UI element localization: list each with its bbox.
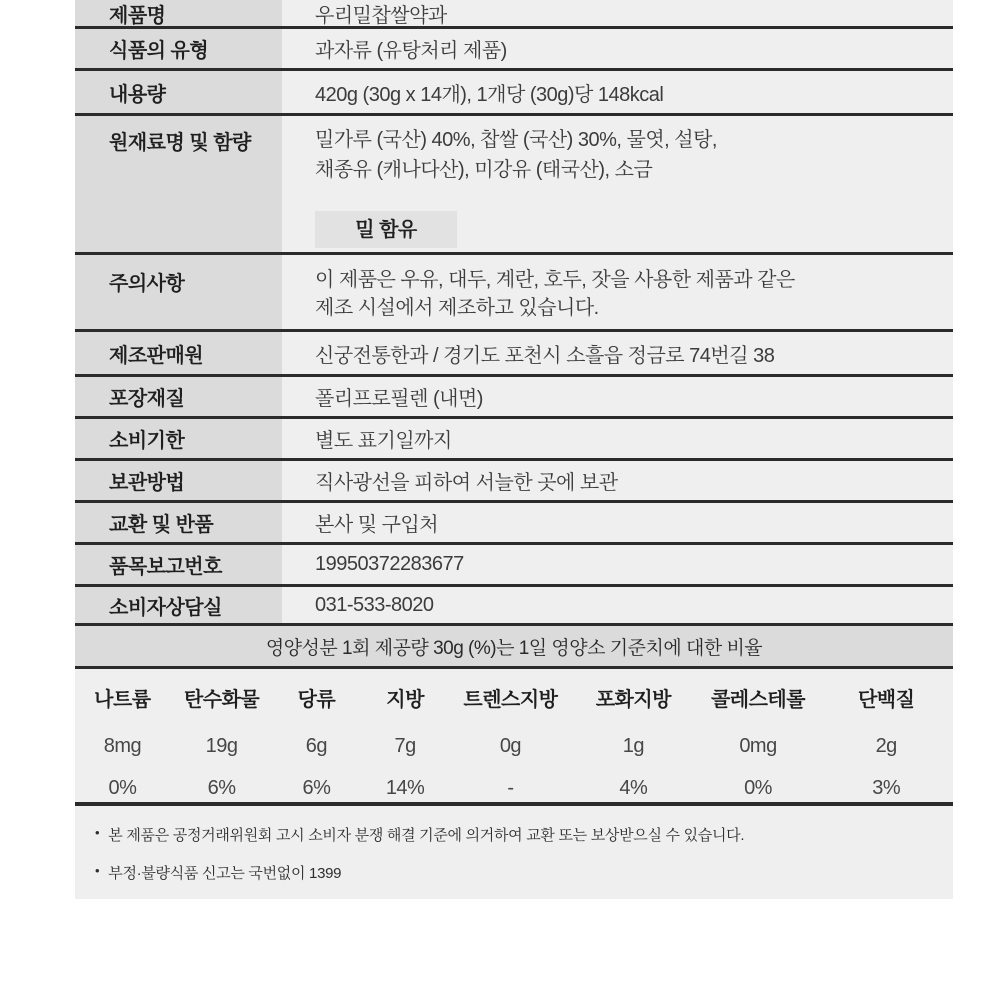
footer-note <box>95 824 953 845</box>
row-label: 주의사항 <box>75 255 282 329</box>
table-row-ingredients <box>75 116 953 255</box>
footer-note-text: 부정·불량식품 신고는 국번없이 1399 <box>108 865 342 882</box>
caution-line: 제조 시설에서 제조하고 있습니다. <box>315 297 599 319</box>
nutrition-percent: 6% <box>207 777 236 799</box>
nutrition-column-header: 나트륨 <box>94 689 151 711</box>
row-value <box>282 116 953 252</box>
nutrition-percent: 0% <box>108 777 137 799</box>
nutrition-amount: 19g <box>205 735 238 757</box>
row-label: 품목보고번호 <box>75 545 282 584</box>
row-label: 제품명 <box>75 0 282 26</box>
row-value: 별도 표기일까지 <box>282 419 953 458</box>
nutrition-header-row <box>75 669 953 712</box>
nutrition-column-header: 콜레스테롤 <box>710 689 806 711</box>
footer-notes <box>75 806 953 899</box>
nutrition-column-header: 트렌스지방 <box>463 689 558 711</box>
nutrition-amount: 2g <box>875 735 897 757</box>
row-value: 본사 및 구입처 <box>282 503 953 542</box>
nutrition-amount-row <box>75 712 953 758</box>
row-value: 19950372283677 <box>282 545 953 584</box>
footer-note <box>95 862 953 883</box>
nutrition-column-header: 단백질 <box>857 689 915 711</box>
nutrition-amount: 8mg <box>103 735 142 757</box>
nutrition-amount: 0g <box>499 735 522 757</box>
table-row-food-type <box>75 29 953 71</box>
row-label: 포장재질 <box>75 377 282 416</box>
row-value: 420g (30g x 14개), 1개당 (30g)당 148kcal <box>282 71 953 113</box>
row-label: 내용량 <box>75 71 282 113</box>
table-row-report-number <box>75 545 953 587</box>
row-value: 031-533-8020 <box>282 587 953 623</box>
nutrition-percent: 4% <box>619 777 648 799</box>
nutrition-percent: 14% <box>385 777 425 799</box>
table-row-caution <box>75 255 953 332</box>
nutrition-column-header: 탄수화물 <box>183 689 260 711</box>
table-row-expiration <box>75 419 953 461</box>
nutrition-serving-note: 영양성분 1회 제공량 30g (%)는 1일 영양소 기준치에 대한 비율 <box>75 626 953 669</box>
footer-note-text: 본 제품은 공정거래위원회 고시 소비자 분쟁 해결 기준에 의거하여 교환 또는 보상받으실 수 있습니다. <box>108 827 745 844</box>
product-info-table <box>75 0 953 899</box>
row-label: 식품의 유형 <box>75 29 282 68</box>
nutrition-percent: 0% <box>744 777 772 799</box>
nutrition-percent: 3% <box>872 777 901 799</box>
nutrition-table <box>75 669 953 806</box>
row-label: 소비자상담실 <box>75 587 282 623</box>
row-value: 우리밀찹쌀약과 <box>282 0 953 26</box>
row-value <box>282 255 953 329</box>
table-row-storage <box>75 461 953 503</box>
ingredients-line: 밀가루 (국산) 40%, 찹쌀 (국산) 30%, 물엿, 설탕, <box>315 129 717 151</box>
allergen-badge: 밀 함유 <box>315 211 457 248</box>
row-value: 신궁전통한과 / 경기도 포천시 소흘읍 정금로 74번길 38 <box>282 332 953 374</box>
table-row-product-name <box>75 0 953 29</box>
table-row-manufacturer <box>75 332 953 377</box>
nutrition-column-header: 당류 <box>297 689 336 711</box>
row-label: 교환 및 반품 <box>75 503 282 542</box>
table-row-packaging <box>75 377 953 419</box>
nutrition-column-header: 포화지방 <box>595 689 671 711</box>
bullet-icon: • <box>95 863 100 878</box>
nutrition-amount: 0mg <box>739 735 777 757</box>
row-value: 과자류 (유탕처리 제품) <box>282 29 953 68</box>
row-label: 제조판매원 <box>75 332 282 374</box>
nutrition-amount: 6g <box>305 735 328 757</box>
row-label: 보관방법 <box>75 461 282 500</box>
nutrition-column-header: 지방 <box>386 689 424 711</box>
ingredients-line: 채종유 (캐나다산), 미강유 (태국산), 소금 <box>315 159 653 181</box>
table-row-consumer-hotline <box>75 587 953 626</box>
nutrition-percent: 6% <box>302 777 331 799</box>
caution-line: 이 제품은 우유, 대두, 계란, 호두, 잣을 사용한 제품과 같은 <box>315 269 795 291</box>
nutrition-amount: 7g <box>394 735 416 757</box>
row-label: 소비기한 <box>75 419 282 458</box>
table-row-net-content <box>75 71 953 116</box>
row-value: 폴리프로필렌 (내면) <box>282 377 953 416</box>
nutrition-amount: 1g <box>622 735 644 757</box>
nutrition-percent-row <box>75 758 953 800</box>
row-label: 원재료명 및 함량 <box>75 116 282 252</box>
bullet-icon: • <box>95 825 100 840</box>
table-row-exchange-return <box>75 503 953 545</box>
nutrition-percent: - <box>507 777 514 799</box>
row-value: 직사광선을 피하여 서늘한 곳에 보관 <box>282 461 953 500</box>
